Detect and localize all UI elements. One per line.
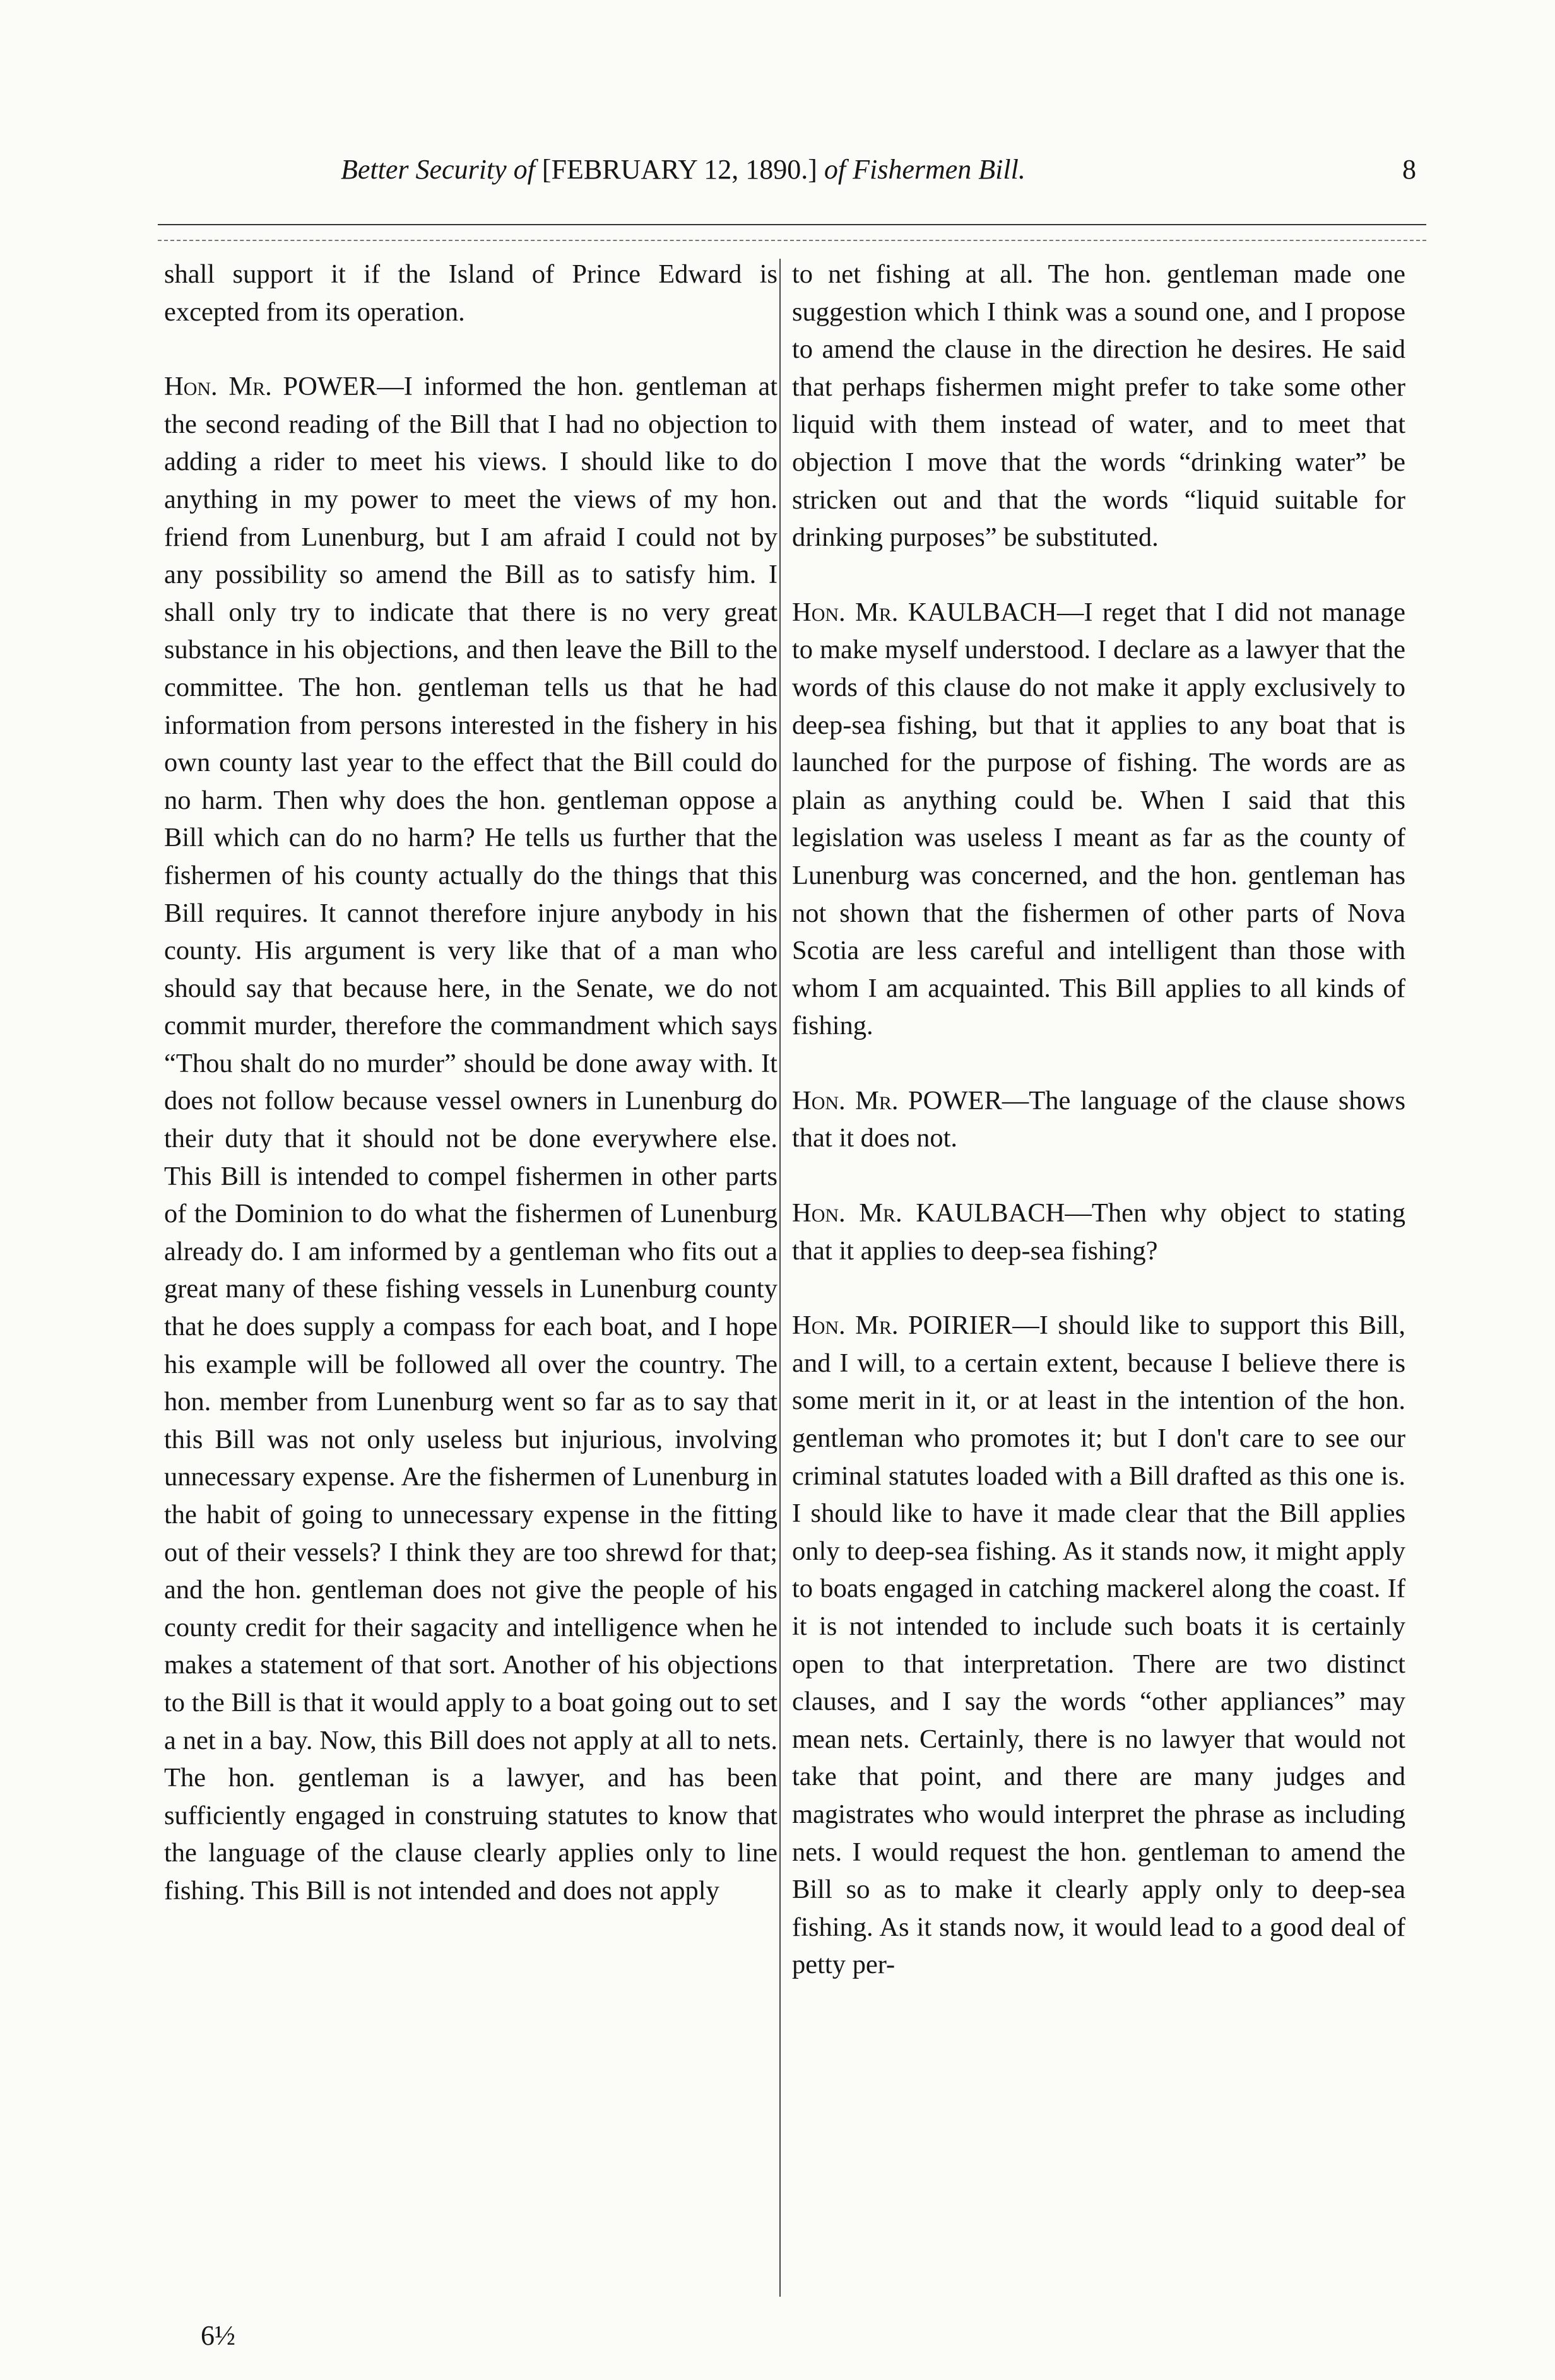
paragraph-text: to net fishing at all. The hon. gentleman made one suggestion which I think was a sound one, and I propose to amend the clause in the direction he desires. He said that perhaps fishermen might prefer to take some other liquid with them instead of water, and to meet that objection I move that the words “drinking water” be stricken out and that the words “liquid suitable for drinking purposes” be substituted.: [792, 259, 1405, 553]
paragraph: [792, 1082, 1405, 1157]
speaker-name: Hon. Mr. KAULBACH: [792, 597, 1057, 627]
paragraph: [792, 1194, 1405, 1270]
paragraph: [792, 256, 1405, 557]
paragraph: [164, 368, 778, 1909]
paragraph-text: —I informed the hon. gentleman at the second reading of the Bill that I had no objection to adding a rider to meet his views. I should like to do anything in my power to meet the views of my hon. friend from Lunenburg, but I am afraid I could not by any possibility so amend the Bill as to satisfy him. I shall only try to indicate that there is no very great substance in his objections, and then leave the Bill to the committee. The hon. gentleman tells us that he had information from persons interested in the fishery in his own county last year to the effect that the Bill could do no harm. Then why does the hon. gentleman oppose a Bill which can do no harm? He tells us further that the fishermen of his county actually do the things that this Bill requires. It cannot therefore injure anybody in his county. His argument is very like that of a man who should say that because here, in the Senate, we do not commit murder, therefore the commandment which says “Thou shalt do no murder” should be done away with. It does not follow because vessel owners in Lunenburg do their duty that it should not be done everywhere else. This Bill is intended to compel fishermen in other parts of the Dominion to do what the fishermen of Lunenburg already do. I am informed by a gentleman who fits out a great many of these fishing vessels in Lunenburg county that he does supply a compass for each boat, and I hope his example will be followed all over the country. The hon. member from Lunenburg went so far as to say that this Bill was not only useless but injurious, involving unnecessary expense. Are the fishermen of Lunenburg in the habit of going to unnecessary expense in the fitting out of their vessels? I think they are too shrewd for that; and the hon. gentleman does not give the people of his county credit for their sagacity and intelligence when he makes a statement of that sort. Another of his objections to the Bill is that it would apply to a boat going out to set a net in a bay. Now, this Bill does not apply at all to nets. The hon. gentleman is a lawyer, and has been sufficiently engaged in construing statutes to know that the language of the clause clearly applies only to line fishing. This Bill is not intended and does not apply: [164, 372, 778, 1906]
signature-mark: 6½: [201, 2320, 235, 2351]
paragraph-text: —I reget that I did not manage to make myself understood. I declare as a lawyer that the words of this clause do not make it apply exclusively to deep-sea fishing, but that it applies to any boat that is launched for the purpose of fishing. The words are as plain as anything could be. When I said that this legislation was useless I meant as far as the county of Lunenburg was concerned, and the hon. gentleman has not shown that the fishermen of other parts of Nova Scotia are less careful and intelligent than those with whom I am acquainted. This Bill applies to all kinds of fishing.: [792, 597, 1405, 1041]
title-left: Better Security of: [341, 154, 542, 185]
right-column: [792, 256, 1405, 1984]
header-date: [FEBRUARY 12, 1890.]: [541, 154, 817, 185]
paragraph-text: —I should like to support this Bill, and I will, to a certain extent, because I believe there is some merit in it, or at least in the intention of the hon. gentleman who promotes it; but I don't care to see our criminal statutes loaded with a Bill drafted as this one is. I should like to have it made clear that the Bill applies only to deep-sea fishing. As it stands now, it might apply to boats engaged in catching mackerel along the coast. If it is not intended to include such boats it is certainly open to that interpretation. There are two distinct clauses, and I say the words “other appliances” may mean nets. Certainly, there is no lawyer that would not take that point, and there are many judges and magistrates who would interpret the phrase as including nets. I would request the hon. gentleman to amend the Bill so as to make it clearly apply only to deep-sea fishing. As it stands now, it would lead to a good deal of petty per-: [792, 1311, 1405, 1980]
running-title: [341, 153, 1026, 186]
header-rule: [158, 224, 1426, 225]
paragraph: [164, 256, 778, 331]
speaker-name: Hon. Mr. KAULBACH: [792, 1198, 1065, 1228]
paragraph: [792, 594, 1405, 1045]
page-number: 8: [1402, 154, 1416, 185]
speaker-name: Hon. Mr. POWER: [792, 1085, 1002, 1116]
running-header: [158, 153, 1429, 204]
left-column: [164, 256, 778, 1910]
paragraph-text: shall support it if the Island of Prince Edward is excepted from its operation.: [164, 259, 778, 327]
paragraph-text: —Then why object to stating that it applies to deep-sea fishing?: [792, 1198, 1405, 1266]
column-divider: [779, 259, 781, 2297]
speaker-name: Hon. Mr. POWER: [164, 372, 377, 402]
paragraph-text: —The language of the clause shows that it does not.: [792, 1085, 1405, 1153]
paragraph: [792, 1307, 1405, 1984]
header-rule-dashed: [158, 240, 1426, 241]
speaker-name: Hon. Mr. POIRIER: [792, 1311, 1013, 1341]
title-right: of Fishermen Bill.: [817, 154, 1026, 185]
